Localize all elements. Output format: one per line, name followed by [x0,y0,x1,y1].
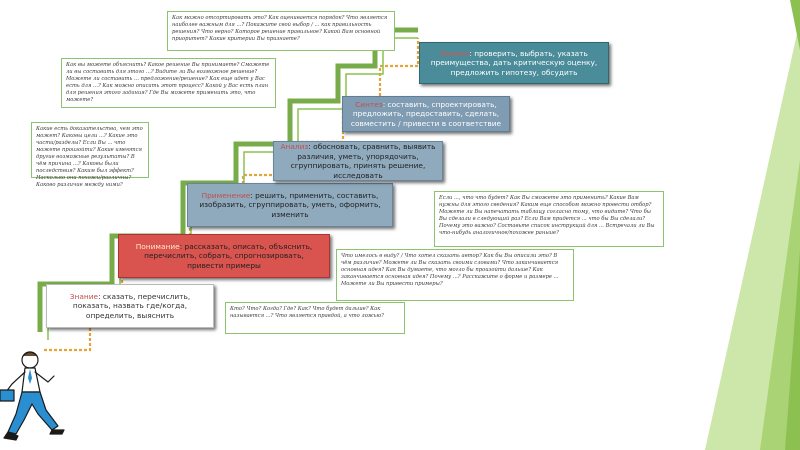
level-evaluation-text: : проверить, выбрать, указать преимущества, дать критическую оценку, предложить гипотезу, обсудить [430,48,598,77]
note-evaluation-text: Как можно отсортировать это? Как оценивается порядок? Что является наиболее важным для ...? Покажите свой выбор / ... как правильность решения? Что верно? Которое решение правильное? Какой Вам основной приоритет? Какие критерии Вы признаете? [172,15,388,42]
level-analysis-text: : обосновать, сравнить, выявить различия, уметь, упорядочить, сгруппировать, принять решение, исследовать [290,142,436,180]
note-application-text: Если ..., что что будет? Как Вы сможете это применить? Какие Вам нужны для этого сведения? Каким еще способом можно провести отбор? Можете ли Вы напечатать таблицу согласно тому, что видите? Что бы Вы сделали в следующий раз? Если Вам придется ... что бы Вы сделали? Почему это важно? Составьте список инструкций для ... Встречали ли Вы что-нибудь аналогичное/похожее раньше? [439,195,655,236]
note-understanding-text: Что имелось в виду? / Что хотел сказать автор? Как бы Вы описали это? В чём различие? Можете ли Вы сказать своими словами? Что заканчивается основная идея? Как Вы думаете, что могло бы произойти дальше? Как заканчивается основная идея? Почему ...? Расскажите о форме и размере ... Можете ли Вы привести примеры? [341,253,559,287]
level-understanding-keyword: Понимание [135,241,180,251]
level-application-keyword: Применение [201,190,251,200]
level-knowledge-text: : сказать, перечислить, показать, назвать где/когда, определить, выяснить [72,291,191,320]
level-understanding-text: : рассказать, описать, объяснить, перечислить, собрать, спрогнозировать, привести примеры [144,241,313,270]
level-analysis-keyword: Анализ [280,142,309,151]
level-synthesis-keyword: Синтез [355,99,383,109]
note-analysis-text: Какие есть доказательства, чем это может? Каковы цели ...? Какие это части/разделы? Если Вы ... что можете произойти? Какие имеются другие возможные результаты? В чём причина ...? Каковы были последствия? Каким был эффект? Насколько они похожи/различны? Каково различие между ними? [36,126,143,188]
level-synthesis-text: : составить, спроектировать, предложить, предоставить, сделать, совместить / привести в соответствие [350,99,502,128]
level-knowledge-keyword: Знание [69,291,99,301]
note-synthesis-text: Как вы можете объяснить? Какое решение Вы принимаете? Сможете ли вы составить для этого ...? Видите ли Вы возможное решение? Можете ли составить ... предложение/решение? Как еще идет у Вас есть для ...? Как можно описать этот процесс? Какой у Вас есть план для решения этого задания? Где Вы можете применить это, что можете? [66,62,270,103]
note-knowledge-text: Кто? Что? Когда? Где? Как? Что будет дальше? Как называется ...? Что является правдой, а что ложью? [230,306,384,319]
level-evaluation-keyword: Оценка [440,48,470,58]
level-application-text: : решить, применить, составить, изобразить, сгруппировать, уметь, оформить, изменить [199,190,381,219]
